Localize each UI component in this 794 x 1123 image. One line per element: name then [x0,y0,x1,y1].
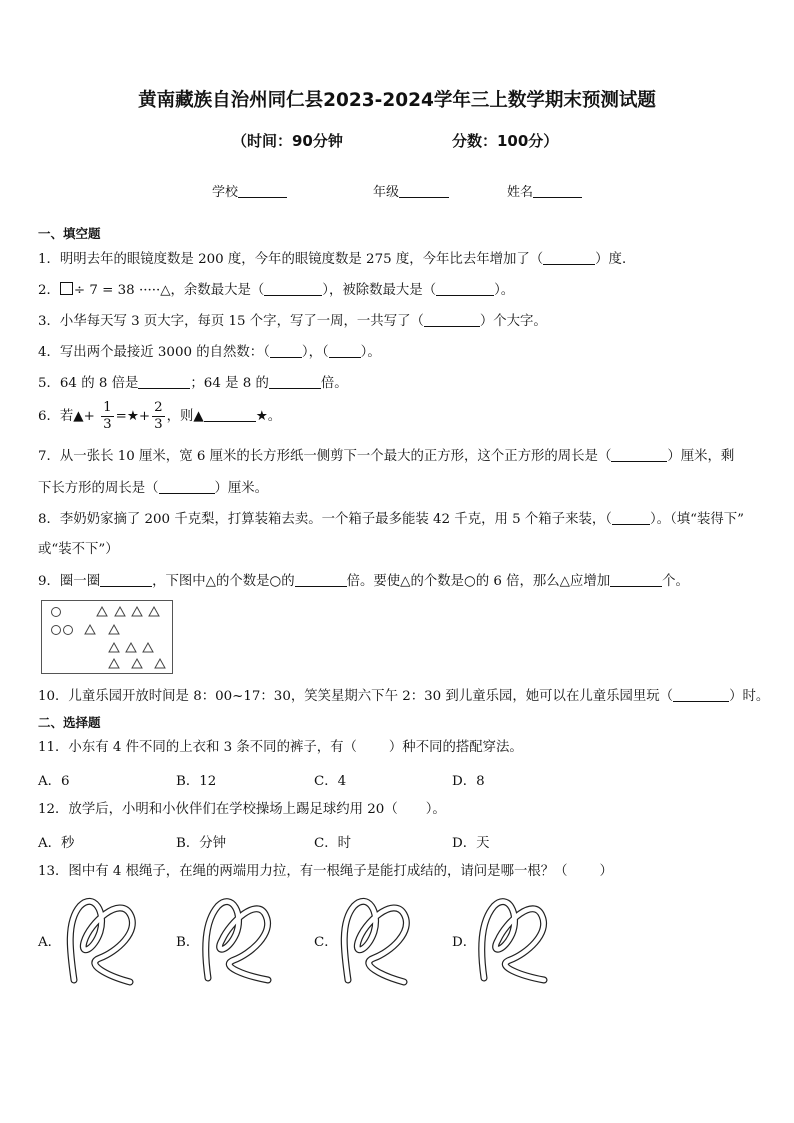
question-9: 9．圈一圈 ，下图中△的个数是○的 倍。要使△的个数是○的 6 倍，那么△应增加 个。 [38,574,689,589]
answer-blank[interactable] [611,447,667,462]
triangle-icon [132,659,142,668]
triangle-icon [155,659,165,668]
circle-icon [52,626,61,635]
answer-blank[interactable] [424,312,480,327]
triangle-icon [109,659,119,668]
name-field[interactable] [507,181,582,200]
question-11: 11．小东有 4 件不同的上衣和 3 条不同的裤子，有（ ）种不同的搭配穿法。 [38,740,523,755]
exam-time: （时间：90分钟 [232,132,343,150]
option-d[interactable]: D．8 [452,774,485,789]
answer-blank[interactable] [295,572,347,587]
triangle-icon [132,607,142,616]
option-c[interactable]: C．时 [314,836,352,851]
circles-triangles-figure [41,600,173,674]
triangle-icon [109,643,119,652]
option-b[interactable]: B．分钟 [176,836,227,851]
triangle-icon [115,607,125,616]
rope-knot-icon [472,892,552,986]
triangle-icon [85,625,95,634]
fraction-one-third: $\frac{1}{3}$ [103,400,112,432]
answer-blank[interactable] [610,572,662,587]
question-13: 13．图中有 4 根绳子，在绳的两端用力拉，有一根绳子是能打成结的，请问是哪一根？（ ） [38,864,613,879]
option-a[interactable]: A．6 [38,774,70,789]
answer-blank[interactable] [204,407,256,422]
square-box-icon [60,282,73,295]
circle-icon [52,608,61,617]
option-b[interactable]: B． [176,935,200,950]
answer-blank[interactable] [436,281,494,296]
triangle-icon [97,607,107,616]
answer-blank[interactable] [543,250,595,265]
school-label: 学校 [212,185,239,200]
answer-blank[interactable] [159,479,215,494]
answer-blank[interactable] [329,343,361,358]
grade-label: 年级 [373,185,400,200]
question-12: 12．放学后，小明和小伙伴们在学校操场上踢足球约用 20（ ）。 [38,802,446,817]
question-7-line1: 7．从一张长 10 厘米，宽 6 厘米的长方形纸一侧剪下一个最大的正方形，这个正方形的周长是（ ）厘米，剩 [38,449,735,464]
section-fill-in: 一、填空题 [38,226,101,241]
answer-blank[interactable] [270,343,302,358]
circle-icon [64,626,73,635]
option-b[interactable]: B．12 [176,774,217,789]
grade-field[interactable] [373,181,449,200]
rope-knot-icon [334,892,414,986]
question-2: 2． ÷ 7 = 38 ·····△，余数最大是（ ），被除数最大是（ ）。 [38,283,515,298]
triangle-icon [109,625,119,634]
question-3: 3．小华每天写 3 页大字，每页 15 个字，写了一周，一共写了（ ）个大字。 [38,314,547,329]
name-label: 姓名 [507,185,534,200]
triangle-icon [149,607,159,616]
rope-knot-icon [60,892,140,986]
option-d[interactable]: D． [452,935,477,950]
fraction-two-thirds: $\frac{2}{3}$ [154,400,163,432]
answer-blank[interactable] [673,687,729,702]
question-8-line1: 8．李奶奶家摘了 200 千克梨，打算装箱去卖。一个箱子最多能装 42 千克，用 5 个箱子来装，（ ）。（填“装得下” [38,512,744,527]
rope-knot-icon [196,892,276,986]
answer-blank[interactable] [138,374,190,389]
question-6: 6．若▲+ $\frac{1}{3}$ =★+ $\frac{2}{3}$ ，则▲ ★。 [38,400,282,432]
question-7-line2: 下长方形的周长是（ ）厘米。 [38,481,269,496]
section-choice: 二、选择题 [38,715,101,730]
answer-blank[interactable] [612,510,650,525]
answer-blank[interactable] [264,281,322,296]
option-a[interactable]: A．秒 [38,836,75,851]
question-8-line2: 或“装不下”） [38,542,119,557]
question-4: 4．写出两个最接近 3000 的自然数：（ ），（ ）。 [38,345,381,360]
option-c[interactable]: C． [314,935,338,950]
triangle-icon [143,643,153,652]
answer-blank[interactable] [269,374,321,389]
option-d[interactable]: D．天 [452,836,490,851]
exam-score: 分数：100分） [452,132,559,150]
page-title: 黄南藏族自治州同仁县2023-2024学年三上数学期末预测试题 [138,90,656,111]
question-1: 1．明明去年的眼镜度数是 200 度，今年的眼镜度数是 275 度，今年比去年增加了（ ）度． [38,252,636,267]
option-c[interactable]: C．4 [314,774,347,789]
option-a[interactable]: A． [38,935,62,950]
question-5: 5．64 的 8 倍是 ；64 是 8 的 倍。 [38,376,348,391]
question-10: 10．儿童乐园开放时间是 8：00~17：30，笑笑星期六下午 2：30 到儿童乐园，她可以在儿童乐园里玩（ ）时。 [38,689,770,704]
school-field[interactable] [212,181,287,200]
answer-blank[interactable] [100,572,152,587]
triangle-icon [126,643,136,652]
